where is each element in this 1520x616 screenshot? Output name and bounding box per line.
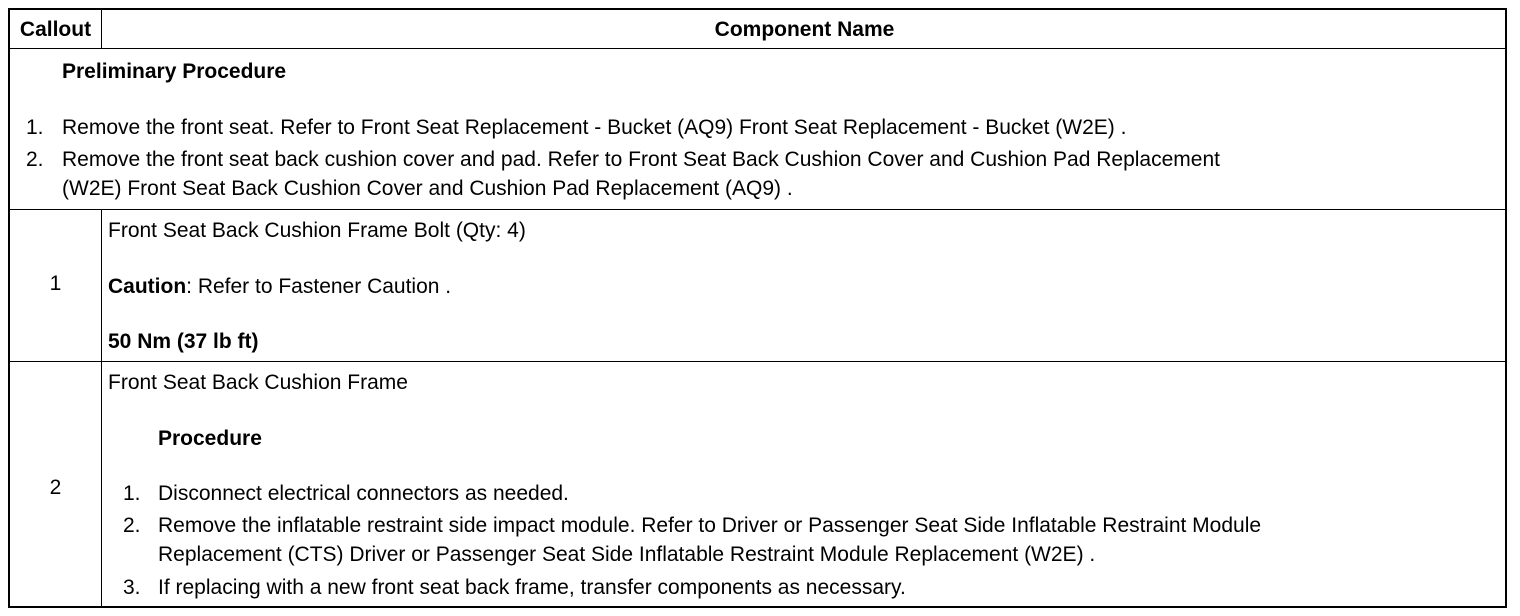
header-divider [101, 10, 102, 49]
procedure-title: Procedure [158, 427, 262, 450]
callout-number: 1 [49, 272, 62, 295]
prelim-step-2-text-line2: (W2E) Front Seat Back Cushion Cover and Cushion Pad Replacement (AQ9) . [62, 177, 793, 200]
caution-text: : Refer to Fastener Caution . [186, 275, 452, 298]
table-header-row [10, 10, 1505, 49]
prelim-step-1-text: Remove the front seat. Refer to Front Seat Replacement - Bucket (AQ9) Front Seat Replacement - Bucket (W2E) . [62, 116, 1127, 139]
caution-line [108, 272, 451, 302]
preliminary-procedure-row [10, 49, 1505, 210]
table-row [10, 210, 1505, 362]
torque-spec: 50 Nm (37 lb ft) [108, 330, 259, 353]
procedure-step-2-text-line2: Replacement (CTS) Driver or Passenger Seat Side Inflatable Restraint Module Replacement (W2E) . [158, 543, 1096, 566]
procedure-step-1-text: Disconnect electrical connectors as needed. [158, 482, 569, 505]
prelim-step-2-text-line1: Remove the front seat back cushion cover and pad. Refer to Front Seat Back Cushion Cover and Cushion Pad Replacement [62, 148, 1220, 171]
callout-number: 2 [49, 476, 62, 499]
component-name: Front Seat Back Cushion Frame Bolt (Qty: 4) [108, 219, 526, 242]
caution-label: Caution [108, 275, 187, 298]
procedure-step-2-num: 2. [123, 514, 141, 537]
procedure-step-3-num: 3. [123, 576, 141, 599]
component-name: Front Seat Back Cushion Frame [108, 371, 408, 394]
preliminary-title: Preliminary Procedure [62, 60, 287, 83]
table-row [10, 362, 1505, 606]
prelim-step-1-num: 1. [26, 116, 44, 139]
prelim-step-2-num: 2. [26, 148, 44, 171]
procedure-step-3-text: If replacing with a new front seat back frame, transfer components as necessary. [158, 576, 906, 599]
component-table [8, 8, 1507, 608]
header-component-name: Component Name [714, 18, 895, 41]
header-callout: Callout [19, 18, 92, 41]
procedure-step-2-text-line1: Remove the inflatable restraint side impact module. Refer to Driver or Passenger Seat Side Inflatable Restraint Module [158, 514, 1262, 537]
procedure-step-1-num: 1. [123, 482, 141, 505]
